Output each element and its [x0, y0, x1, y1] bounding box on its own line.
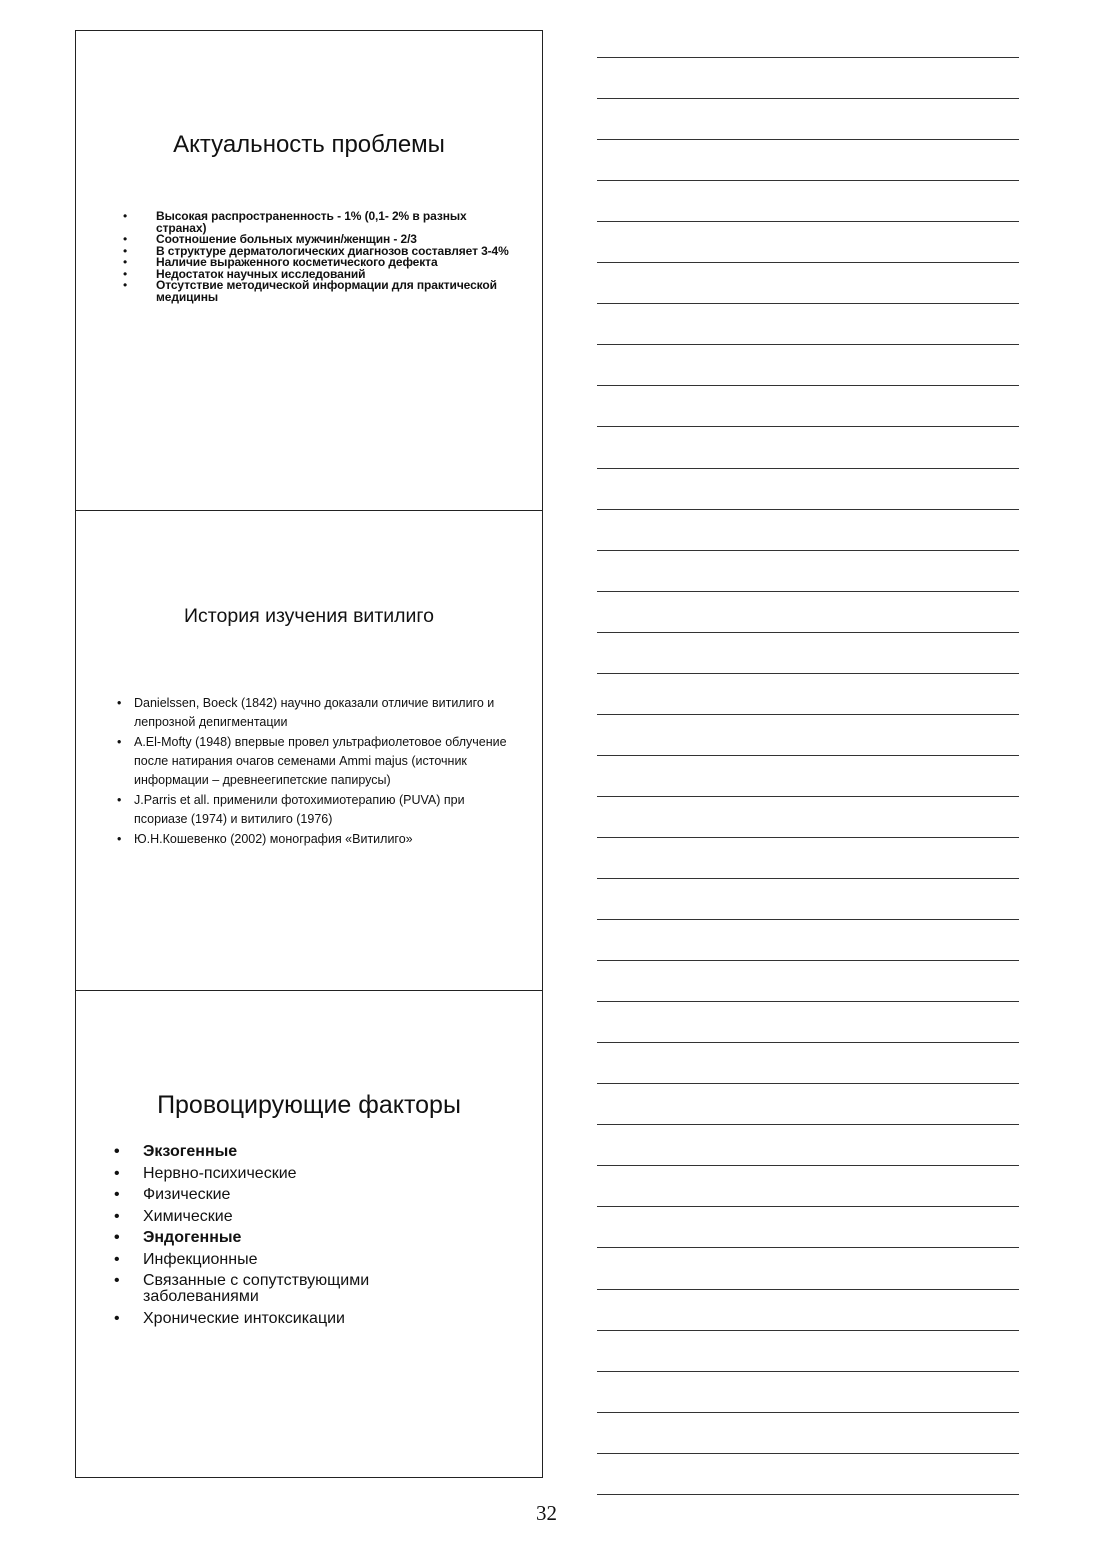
- list-item: • Хронические интоксикации: [143, 1311, 483, 1327]
- note-line: [597, 550, 1019, 551]
- list-item: • Недостаток научных исследований: [156, 269, 516, 281]
- note-line: [597, 1453, 1019, 1454]
- note-line: [597, 673, 1019, 674]
- note-line: [597, 262, 1019, 263]
- note-line: [597, 1042, 1019, 1043]
- bullet-list: [156, 211, 516, 303]
- note-line: [597, 878, 1019, 879]
- slide-title: Провоцирующие факторы: [157, 1091, 461, 1119]
- list-item: • В структуре дерматологических диагнозов составляет 3-4%: [156, 246, 516, 258]
- note-line: [597, 796, 1019, 797]
- bullet-list: [143, 1144, 483, 1332]
- list-item: • Эндогенные: [143, 1230, 483, 1246]
- slide-title: Актуальность проблемы: [173, 131, 445, 158]
- list-item: • Нервно-психические: [143, 1166, 483, 1182]
- list-item: • Связанные с сопутствующими заболеваниями: [143, 1273, 483, 1305]
- note-line: [597, 755, 1019, 756]
- note-line: [597, 98, 1019, 99]
- note-line: [597, 1206, 1019, 1207]
- note-line: [597, 919, 1019, 920]
- note-line: [597, 221, 1019, 222]
- note-line: [597, 344, 1019, 345]
- note-line: [597, 1494, 1019, 1495]
- list-item: • Физические: [143, 1187, 483, 1203]
- list-item: • J.Parris et all. применили фотохимиотерапию (PUVA) при псориазе (1974) и витилиго (1976): [134, 791, 514, 829]
- list-item: • Ю.Н.Кошевенко (2002) монография «Витилиго»: [134, 830, 514, 849]
- note-line: [597, 714, 1019, 715]
- note-line: [597, 1330, 1019, 1331]
- note-line: [597, 509, 1019, 510]
- slide-provoking-factors: [76, 990, 542, 1477]
- list-item: • Химические: [143, 1209, 483, 1225]
- note-line: [597, 837, 1019, 838]
- note-line: [597, 1371, 1019, 1372]
- note-line: [597, 1412, 1019, 1413]
- note-line: [597, 1165, 1019, 1166]
- note-line: [597, 1247, 1019, 1248]
- notes-lines: [597, 0, 1019, 1480]
- note-line: [597, 468, 1019, 469]
- bullet-list: [134, 694, 514, 850]
- note-line: [597, 1124, 1019, 1125]
- note-line: [597, 960, 1019, 961]
- list-item: • Инфекционные: [143, 1252, 483, 1268]
- list-item: • Отсутствие методической информации для практической медицины: [156, 280, 516, 303]
- note-line: [597, 632, 1019, 633]
- note-line: [597, 1001, 1019, 1002]
- page-number: 32: [536, 1501, 557, 1525]
- note-line: [597, 385, 1019, 386]
- note-line: [597, 139, 1019, 140]
- list-item: • Наличие выраженного косметического дефекта: [156, 257, 516, 269]
- note-line: [597, 180, 1019, 181]
- note-line: [597, 426, 1019, 427]
- slides-frame: [75, 30, 543, 1478]
- note-line: [597, 591, 1019, 592]
- slide-relevance: [76, 31, 542, 510]
- list-item: • Экзогенные: [143, 1144, 483, 1160]
- list-item: • Соотношение больных мужчин/женщин - 2/3: [156, 234, 516, 246]
- list-item: • Danielssen, Boeck (1842) научно доказали отличие витилиго и лепрозной депигментации: [134, 694, 514, 732]
- note-line: [597, 57, 1019, 58]
- slide-title: История изучения витилиго: [184, 605, 434, 627]
- note-line: [597, 1289, 1019, 1290]
- list-item: • Высокая распространенность - 1% (0,1- 2% в разных странах): [156, 211, 516, 234]
- list-item: • A.El-Mofty (1948) впервые провел ультрафиолетовое облучение после натирания очагов семенами Ammi majus (источник информации – древнеегипетские папирусы): [134, 733, 514, 790]
- slide-history: [76, 510, 542, 990]
- note-line: [597, 303, 1019, 304]
- note-line: [597, 1083, 1019, 1084]
